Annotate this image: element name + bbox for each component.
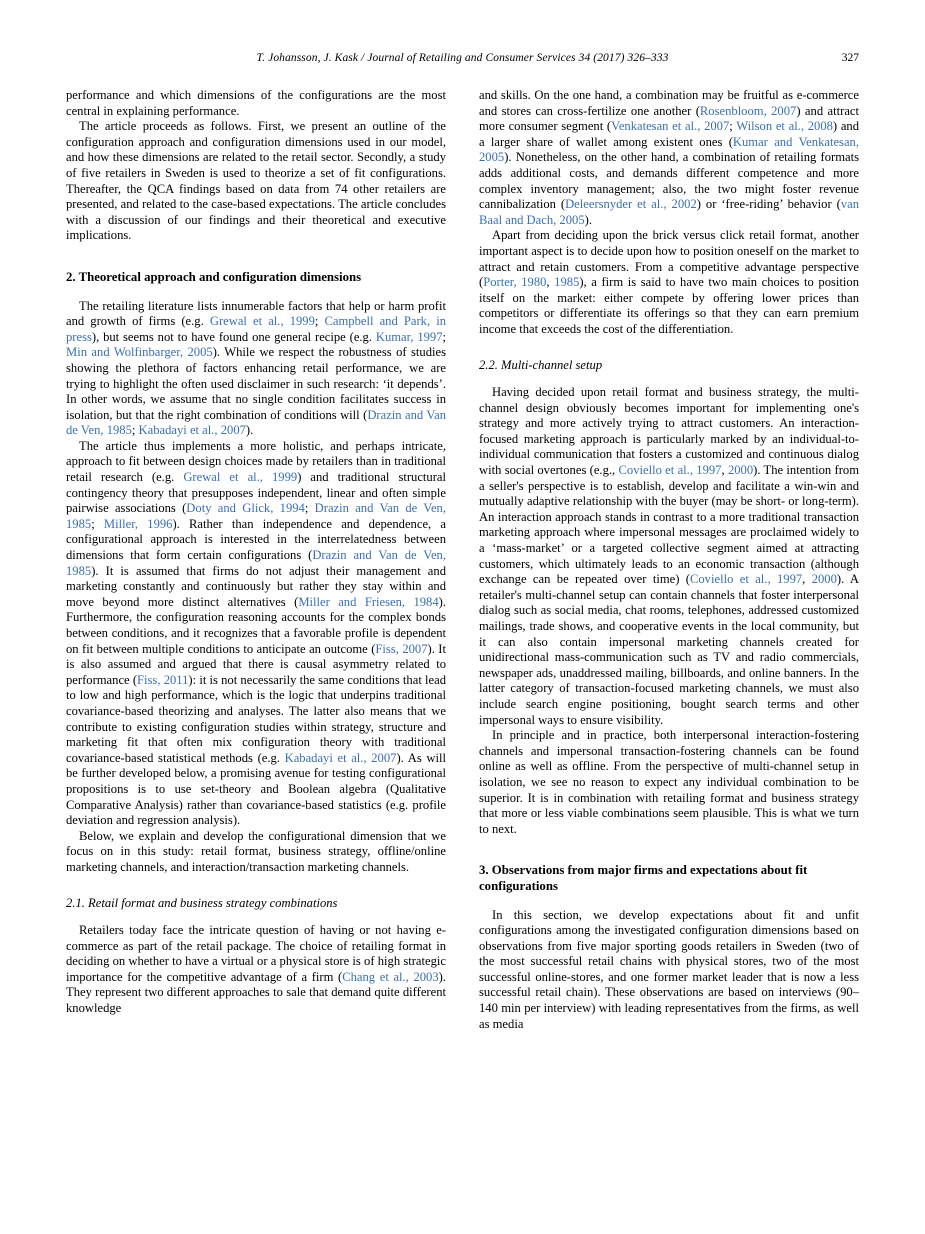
text-run: ): it is not necessarily the same conditions that lead to low and high performance, which is the logic that underpins traditional covariance-based theorizing and analyses. The latter also means that we contribute to existing configuration studies within strategy, structure and marketing fit that often mix configuration theory with traditional covariance-based statistical methods (e.g. (66, 672, 446, 765)
paragraph: Below, we explain and develop the configurational dimension that we focus on in this study: retail format, business strategy, offline/online marketing channels, and interaction/transaction marketing channels. (66, 828, 446, 874)
text-run: ), but seems not to have found one general recipe (e.g. (91, 329, 376, 344)
section-heading-3: 3. Observations from major firms and expectations about fit configurations (479, 863, 808, 893)
text-run: ). While we respect the robustness of studies showing the plethora of factors enhancing retail performance, we are trying to highlight the often used disclaimer in such research: ‘it depends’. In other words, we assume that no single condition facilitates success in isolation, but that the right combination of conditions will ( (66, 345, 446, 422)
text-run: ), a firm is said to have two main choices to position itself on the market: either compete by offering lower prices than competitors or differentiate its offerings so that they can earn premium income that exceeds the cost of the differentiation. (479, 275, 860, 336)
text-run: ). It is assumed that firms do not adjust their management and marketing constantly and continuously but rather they stay within and move beyond more distinct alternatives ( (66, 563, 446, 609)
citation-link[interactable]: Doty and Glick, 1994 (186, 501, 305, 516)
text-run: ). (584, 212, 592, 227)
paragraph (479, 228, 859, 337)
text-run: ; (729, 119, 737, 134)
paragraph (66, 439, 446, 829)
citation-link[interactable]: Fiss, 2007 (375, 641, 428, 656)
text-run: ; (131, 423, 139, 438)
right-column (479, 88, 859, 1032)
citation-link[interactable]: Porter, 1980 (483, 275, 547, 290)
text-run: ). (245, 423, 254, 438)
text-run: and skills. On the one hand, a combination may be fruitful as e-commerce and stores can cross-fertilize one another ( (479, 88, 859, 118)
spacer (479, 895, 859, 908)
citation-link[interactable]: Coviello et al., 1997 (689, 572, 803, 587)
text-run: ). The intention from a seller's perspective is to establish, develop and facilitate a win-win and mutually adaptive relationship with the buyer (may be short- or long-term). An interaction approach stands in contrast to a more traditional transaction marketing approach where impersonal messages are proclaimed widely to a ‘mass-market’ or a targeted collective segment aimed at attracting customers, which ultimately leads to an economic transaction (although exchange can be repeated over time) ( (479, 463, 859, 587)
citation-link[interactable]: van Baal and Dach, 2005 (479, 197, 859, 227)
citation-link[interactable]: Drazin and Van de Ven, 1985 (66, 548, 446, 578)
text-run: ). Nonetheless, on the other hand, a combination of retailing formats adds additional costs, and demands different competence and more complex inventory management; also, the two might foster revenue cannibalization ( (479, 150, 859, 212)
spacer (479, 338, 859, 358)
text-run: , (802, 572, 812, 587)
subsection-heading-2-1: 2.1. Retail format and business strategy combinations (66, 895, 338, 910)
spacer (479, 373, 859, 385)
spacer (66, 244, 446, 270)
text-run: ) and a larger share of wallet among existent ones ( (479, 119, 860, 149)
text-run: Retailers today face the intricate question of having or not having e-commerce as part of the retail package. The choice of retailing format in deciding on whether to have a virtual or a physical store is of high strategic importance for the competitive advantage of a firm ( (66, 923, 446, 984)
spacer (66, 286, 446, 299)
citation-link[interactable]: Rosenbloom, 2007 (699, 103, 797, 118)
paragraph (479, 385, 859, 728)
text-run: ). As will be further developed below, a promising avenue for testing configurational propositions is to use set-theory and Boolean algebra (Qualitative Comparative Analysis) rather than covariance-based statistics (e.g. profile deviation and regression analysis). (66, 750, 446, 828)
citation-link[interactable]: Kumar and Venkatesan, 2005 (479, 134, 859, 165)
citation-link[interactable]: Fiss, 2011 (137, 672, 189, 687)
spacer (66, 911, 446, 923)
section-heading-2: 2. Theoretical approach and configuration dimensions (66, 269, 362, 284)
citation-link[interactable]: Wilson et al., 2008 (736, 119, 833, 134)
citation-link[interactable]: 2000 (811, 572, 837, 587)
citation-link[interactable]: Miller, 1996 (103, 516, 173, 531)
text-run: ). A retailer's multi-channel setup can contain channels that foster interpersonal dialog such as social media, chat rooms, telephones, addressed customized mailings, trade shows, and cooperative events in the local community, but it can also contain impersonal marketing channels created for unidirectional mass-communication such as TV and radio commercials, newspaper ads, unaddressed mailing, billboards, and online banners. In the latter category of transaction-focused marketing channels, we must also include search engine positioning, bought search terms and other impersonal ways to ensure visibility. (479, 572, 860, 727)
text-run: ) or ‘free-riding’ behavior ( (696, 197, 841, 212)
paragraph (479, 88, 859, 228)
paragraph: In principle and in practice, both interpersonal interaction-fostering channels and impersonal transaction-fostering channels can be found online as well as offline. From the perspective of multi-channel setup in isolation, we see no reason to expect any individual combination to be superior. It is in combination with retailing format and business strategy that more or less viable combinations seem plausible. This is what we turn to next. (479, 728, 859, 836)
citation-link[interactable]: Miller and Friesen, 1984 (298, 594, 439, 609)
text-run: , (546, 275, 555, 290)
text-run: ; (91, 516, 104, 531)
text-run: ). Rather than independence and dependence, a configurational approach is interested in the interrelatedness between dimensions that form certain configurations ( (66, 516, 446, 563)
citation-link[interactable]: Min and Wolfinbarger, 2005 (66, 345, 213, 360)
two-column-body (66, 88, 859, 1032)
spacer (479, 837, 859, 863)
paragraph: The article proceeds as follows. First, we present an outline of the configuration approach and configuration dimensions used in our model, and how these dimensions are related to the retail sector. Secondly, a study of five retailers in Sweden is used to theorize a set of fit configurations. Thereafter, the QCA findings based on data from 74 other retailers are presented, and related to the case-based expectations. The article concludes with a discussion of our findings and their theoretical and executive implications. (66, 119, 446, 243)
text-run: , (721, 463, 728, 478)
text-run: ) and attract more consumer segment ( (479, 103, 859, 134)
citation-link[interactable]: Campbell and Park, in press (66, 314, 446, 344)
paragraph (66, 923, 446, 1017)
paragraph (66, 299, 446, 439)
citation-link[interactable]: Kabadayi et al., 2007 (138, 423, 246, 438)
text-run: ; (304, 501, 315, 516)
citation-link[interactable]: Chang et al., 2003 (342, 969, 439, 984)
spacer (66, 876, 446, 896)
text-run: The article thus implements a more holistic, and perhaps intricate, approach to fit between design choices made by retailers than in traditional retail research (e.g. (66, 438, 446, 485)
text-run: ; (442, 329, 447, 344)
citation-link[interactable]: Venkatesan et al., 2007 (611, 119, 730, 134)
citation-link[interactable]: Grewal et al., 1999 (183, 470, 298, 485)
text-run: ; (314, 314, 325, 329)
running-head: T. Johansson, J. Kask / Journal of Retailing and Consumer Services 34 (2017) 326–333 (256, 52, 669, 64)
page-number: 327 (841, 52, 859, 64)
text-run: The retailing literature lists innumerable factors that help or harm profit and growth of firms (e.g. (66, 298, 446, 329)
citation-link[interactable]: Deleersnyder et al., 2002 (565, 197, 697, 212)
citation-link[interactable]: Kabadayi et al., 2007 (284, 750, 397, 765)
paragraph: In this section, we develop expectations about fit and unfit configurations among the investigated configuration dimensions based on observations from five major sporting goods retailers in Sweden (two of the most successful retail chains with physical stores, two of the most successful online-stores, and one former market leader that is now a less successful retail chain). These observations are based on interviews (90–140 min per interview) with leading representatives from the firms, as well as media (479, 907, 859, 1031)
text-run: Apart from deciding upon the brick versus click retail format, another important aspect is to decide upon how to position oneself on the market to attract and retain customers. From a competitive advantage perspective ( (479, 228, 859, 290)
left-column (66, 88, 446, 1032)
citation-link[interactable]: 2000 (727, 463, 754, 478)
text-run: ). Furthermore, the configuration reasoning accounts for the complex bonds between conditions, and it recognizes that a favorable profile is dependent on fit between multiple conditions to anticipate an outcome ( (66, 594, 446, 656)
paragraph: performance and which dimensions of the configurations are the most central in explaining performance. (66, 88, 446, 118)
citation-link[interactable]: Coviello et al., 1997 (618, 463, 722, 478)
citation-link[interactable]: Kumar, 1997 (375, 329, 443, 344)
text-run: ). They represent two different approaches to sale that demand quite different knowledge (66, 969, 446, 1016)
citation-link[interactable]: Drazin and Van de Ven, 1985 (66, 407, 446, 438)
text-run: ) and traditional structural contingency theory that presupposes independent, linear and often simple pairwise associations ( (66, 470, 447, 516)
citation-link[interactable]: Grewal et al., 1999 (209, 314, 315, 329)
text-run: ). It is also assumed and argued that there is causal asymmetry related to performance ( (66, 641, 446, 687)
text-run: Having decided upon retail format and business strategy, the multi-channel design obviously becomes important for implementing one's strategy and more actively trying to attract customers. An interaction-focused marketing approach is particularly marked by an individual-to-individual communication that fosters a customized and continuous dialog with social overtones (e.g., (479, 385, 859, 478)
citation-link[interactable]: 1985 (554, 275, 580, 290)
citation-link[interactable]: Drazin and Van de Ven, 1985 (66, 501, 447, 531)
page-header (66, 52, 859, 68)
subsection-heading-2-2: 2.2. Multi-channel setup (479, 357, 603, 372)
